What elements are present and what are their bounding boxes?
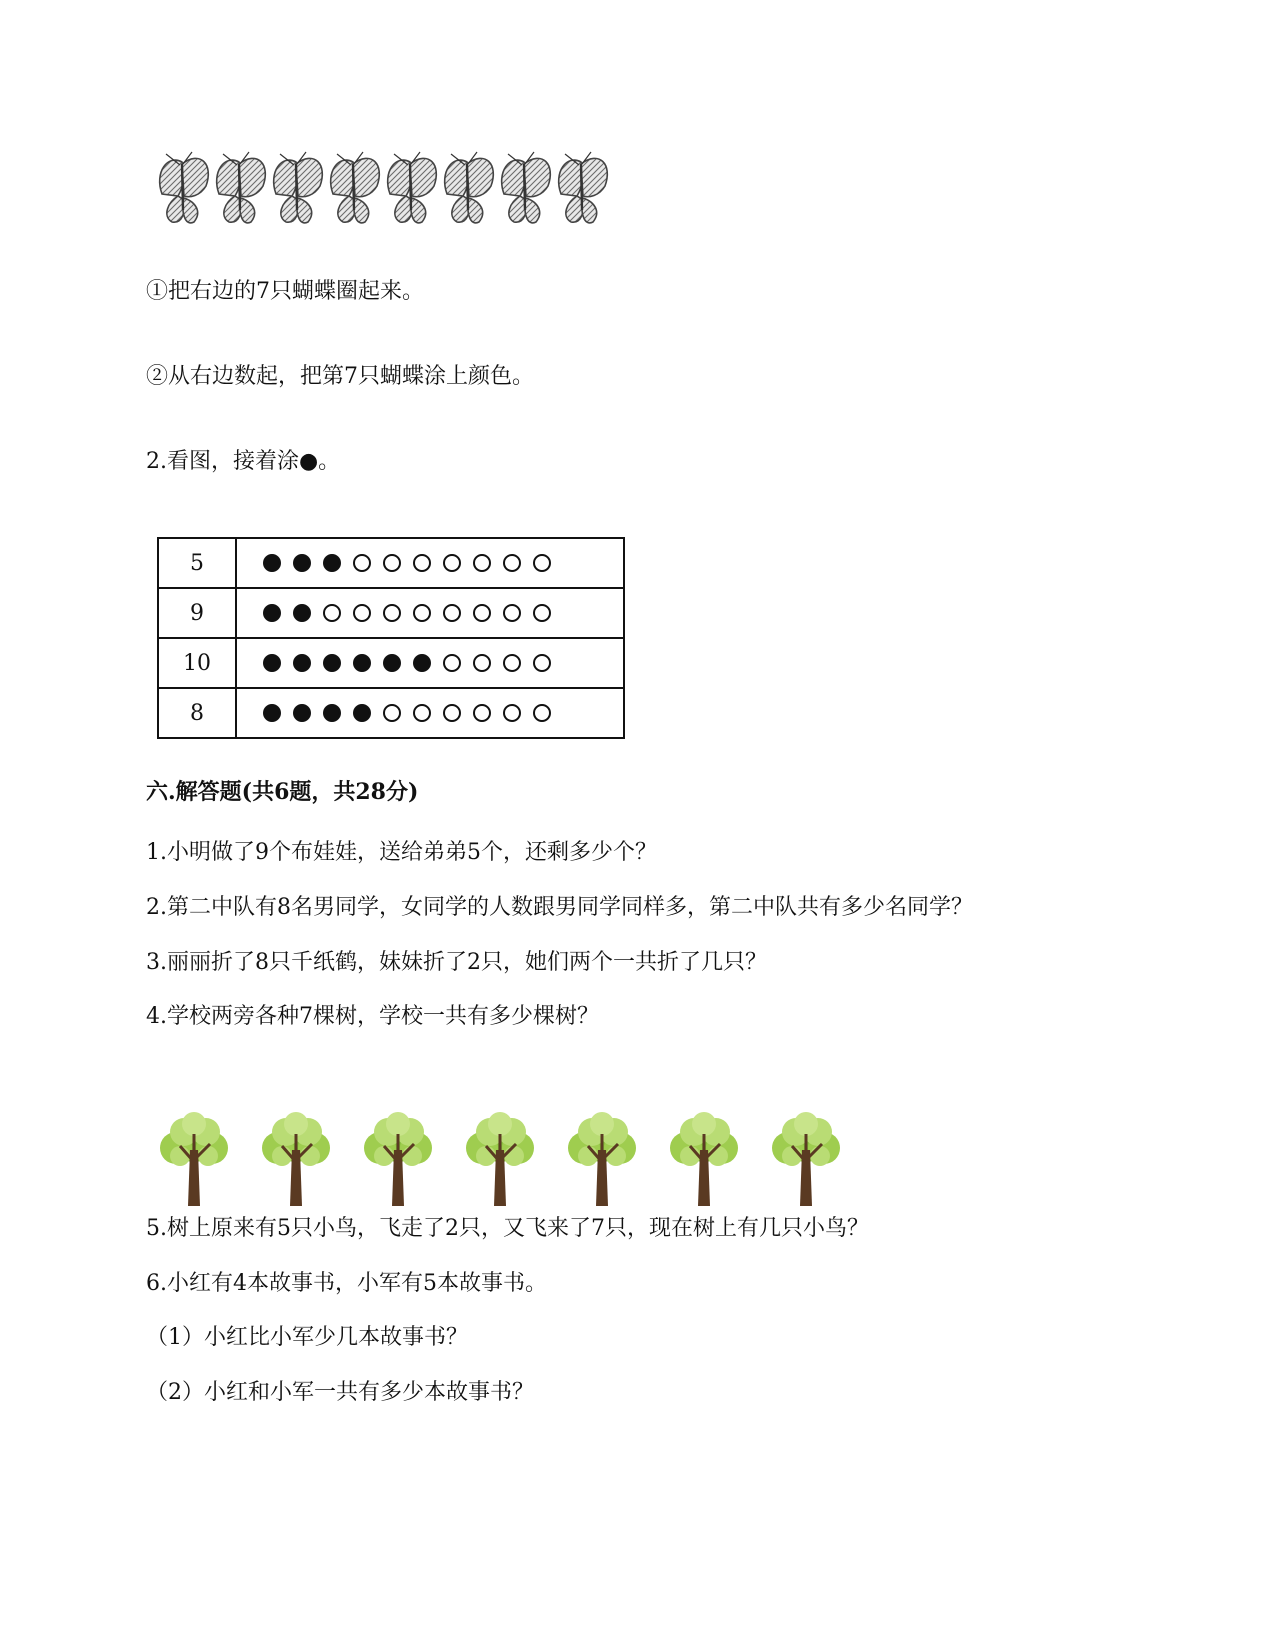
filled-circle-icon	[293, 604, 311, 622]
question-2-title: 2.看图，接着涂●。	[146, 449, 341, 474]
question-part-1: ①把右边的7只蝴蝶圈起来。	[146, 279, 424, 304]
filled-circle-icon	[293, 654, 311, 672]
filled-circle-icon	[293, 704, 311, 722]
empty-circle-icon	[443, 704, 461, 722]
tree-icon	[466, 1112, 534, 1206]
empty-circle-icon	[443, 654, 461, 672]
butterfly-icon	[274, 152, 323, 223]
sub-question-2: （2）小红和小军一共有多少本故事书？	[146, 1380, 534, 1405]
tree-icon	[364, 1112, 432, 1206]
empty-circle-icon	[503, 604, 521, 622]
empty-circle-icon	[413, 704, 431, 722]
tree-row-image	[148, 1106, 868, 1216]
butterfly-icon	[160, 152, 209, 223]
empty-circle-icon	[443, 604, 461, 622]
empty-circle-icon	[443, 554, 461, 572]
butterfly-icon	[559, 152, 608, 223]
empty-circle-icon	[503, 554, 521, 572]
dot-table-row	[158, 638, 624, 688]
filled-circle-icon	[293, 554, 311, 572]
dot-table-row	[158, 588, 624, 638]
butterfly-icon	[445, 152, 494, 223]
filled-circle-icon	[353, 704, 371, 722]
dot-table	[157, 537, 625, 739]
empty-circle-icon	[353, 604, 371, 622]
butterfly-icon	[502, 152, 551, 223]
question-6-5: 5.树上原来有5只小鸟，飞走了2只，又飞来了7只，现在树上有几只小鸟？	[146, 1216, 869, 1241]
filled-circle-icon	[353, 654, 371, 672]
question-6-6: 6.小红有4本故事书，小军有5本故事书。	[146, 1271, 547, 1296]
question-part-2: ②从右边数起，把第7只蝴蝶涂上颜色。	[146, 364, 534, 389]
row-number: 10	[158, 638, 236, 688]
empty-circle-icon	[383, 604, 401, 622]
filled-circle-icon	[323, 554, 341, 572]
empty-circle-icon	[533, 554, 551, 572]
empty-circle-icon	[413, 604, 431, 622]
empty-circle-icon	[383, 704, 401, 722]
filled-circle-icon	[263, 604, 281, 622]
question-6-3: 3.丽丽折了8只千纸鹤，妹妹折了2只，她们两个一共折了几只？	[146, 950, 767, 975]
butterfly-icon	[331, 152, 380, 223]
empty-circle-icon	[473, 654, 491, 672]
filled-circle-icon	[263, 554, 281, 572]
row-number: 8	[158, 688, 236, 738]
dot-table-row	[158, 688, 624, 738]
section-6-heading: 六.解答题(共6题，共28分)	[146, 779, 419, 805]
empty-circle-icon	[323, 604, 341, 622]
question-6-1: 1.小明做了9个布娃娃，送给弟弟5个，还剩多少个？	[146, 840, 657, 865]
empty-circle-icon	[503, 704, 521, 722]
butterfly-icon	[217, 152, 266, 223]
butterfly-icon	[388, 152, 437, 223]
filled-circle-icon	[383, 654, 401, 672]
filled-circle-icon	[263, 704, 281, 722]
tree-icon	[568, 1112, 636, 1206]
filled-circle-icon	[323, 704, 341, 722]
filled-circle-icon	[413, 654, 431, 672]
tree-icon	[670, 1112, 738, 1206]
question-6-2: 2.第二中队有8名男同学，女同学的人数跟男同学同样多，第二中队共有多少名同学？	[146, 895, 973, 920]
empty-circle-icon	[533, 604, 551, 622]
empty-circle-icon	[473, 554, 491, 572]
tree-icon	[160, 1112, 228, 1206]
question-6-4: 4.学校两旁各种7棵树，学校一共有多少棵树？	[146, 1004, 599, 1029]
row-number: 5	[158, 538, 236, 588]
empty-circle-icon	[473, 704, 491, 722]
empty-circle-icon	[413, 554, 431, 572]
butterfly-row-image	[150, 148, 630, 228]
empty-circle-icon	[533, 654, 551, 672]
sub-question-1: （1）小红比小军少几本故事书？	[146, 1325, 468, 1350]
row-number: 9	[158, 588, 236, 638]
dot-table-row	[158, 538, 624, 588]
empty-circle-icon	[503, 654, 521, 672]
tree-icon	[262, 1112, 330, 1206]
empty-circle-icon	[473, 604, 491, 622]
filled-circle-icon	[263, 654, 281, 672]
empty-circle-icon	[353, 554, 371, 572]
empty-circle-icon	[383, 554, 401, 572]
tree-icon	[772, 1112, 840, 1206]
filled-circle-icon	[323, 654, 341, 672]
empty-circle-icon	[533, 704, 551, 722]
